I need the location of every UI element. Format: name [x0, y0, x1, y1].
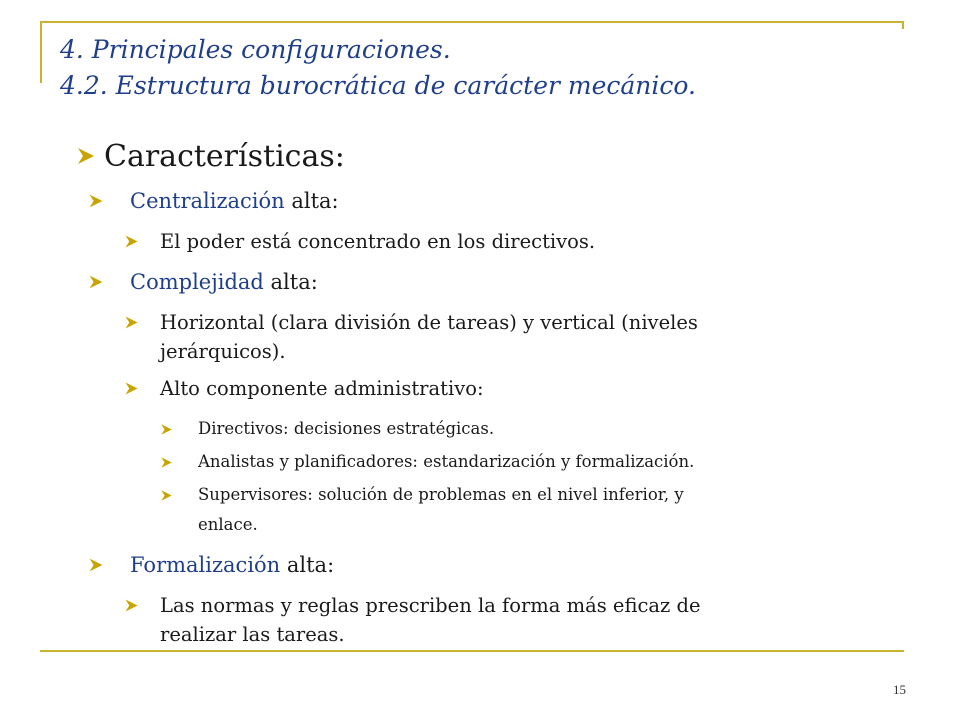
- subpoint-supervisores-line-2: enlace.: [198, 515, 258, 534]
- arrowhead-bullet-icon: [88, 274, 104, 290]
- heading-text: Características:: [104, 139, 345, 174]
- arrowhead-bullet-icon: [160, 423, 173, 436]
- arrowhead-bullet-icon: [160, 489, 173, 502]
- page-number: 15: [893, 682, 906, 697]
- title-line-1: 4. Principales configuraciones.: [60, 35, 451, 64]
- centralizacion-rest: alta:: [284, 189, 339, 213]
- slide-title: [60, 32, 900, 104]
- arrowhead-bullet-icon: [124, 234, 139, 249]
- arrowhead-bullet-icon: [88, 193, 104, 209]
- arrowhead-bullet-icon: [160, 456, 173, 469]
- bottom-rule: [40, 650, 904, 652]
- arrowhead-bullet-icon: [76, 146, 96, 166]
- arrowhead-bullet-icon: [88, 557, 104, 573]
- formalizacion-point-line-2: realizar las tareas.: [160, 623, 345, 646]
- formalizacion-rest: alta:: [280, 553, 335, 577]
- subpoint-analistas: Analistas y planificadores: estandarización y formalización.: [198, 452, 695, 471]
- complejidad-point-1-line-1: Horizontal (clara división de tareas) y vertical (niveles: [160, 311, 698, 334]
- subpoint-supervisores-line-1: Supervisores: solución de problemas en el nivel inferior, y: [198, 485, 684, 504]
- complejidad-rest: alta:: [263, 270, 318, 294]
- centralizacion-point: El poder está concentrado en los directivos.: [160, 230, 596, 253]
- formalizacion-term: Formalización: [130, 553, 281, 577]
- top-rule: [40, 21, 904, 23]
- title-line-2: 4.2. Estructura burocrática de carácter mecánico.: [60, 71, 696, 100]
- centralizacion-term: Centralización: [130, 189, 285, 213]
- arrowhead-bullet-icon: [124, 598, 139, 613]
- formalizacion-point-line-1: Las normas y reglas prescriben la forma más eficaz de: [160, 594, 701, 617]
- subpoint-directivos: Directivos: decisiones estratégicas.: [198, 419, 495, 438]
- complejidad-point-1-line-2: jerárquicos).: [160, 340, 286, 363]
- arrowhead-bullet-icon: [124, 315, 139, 330]
- complejidad-point-2: Alto componente administrativo:: [160, 377, 484, 400]
- complejidad-term: Complejidad: [130, 270, 264, 294]
- top-right-rule: [902, 21, 904, 29]
- top-left-rule: [40, 21, 42, 83]
- arrowhead-bullet-icon: [124, 381, 139, 396]
